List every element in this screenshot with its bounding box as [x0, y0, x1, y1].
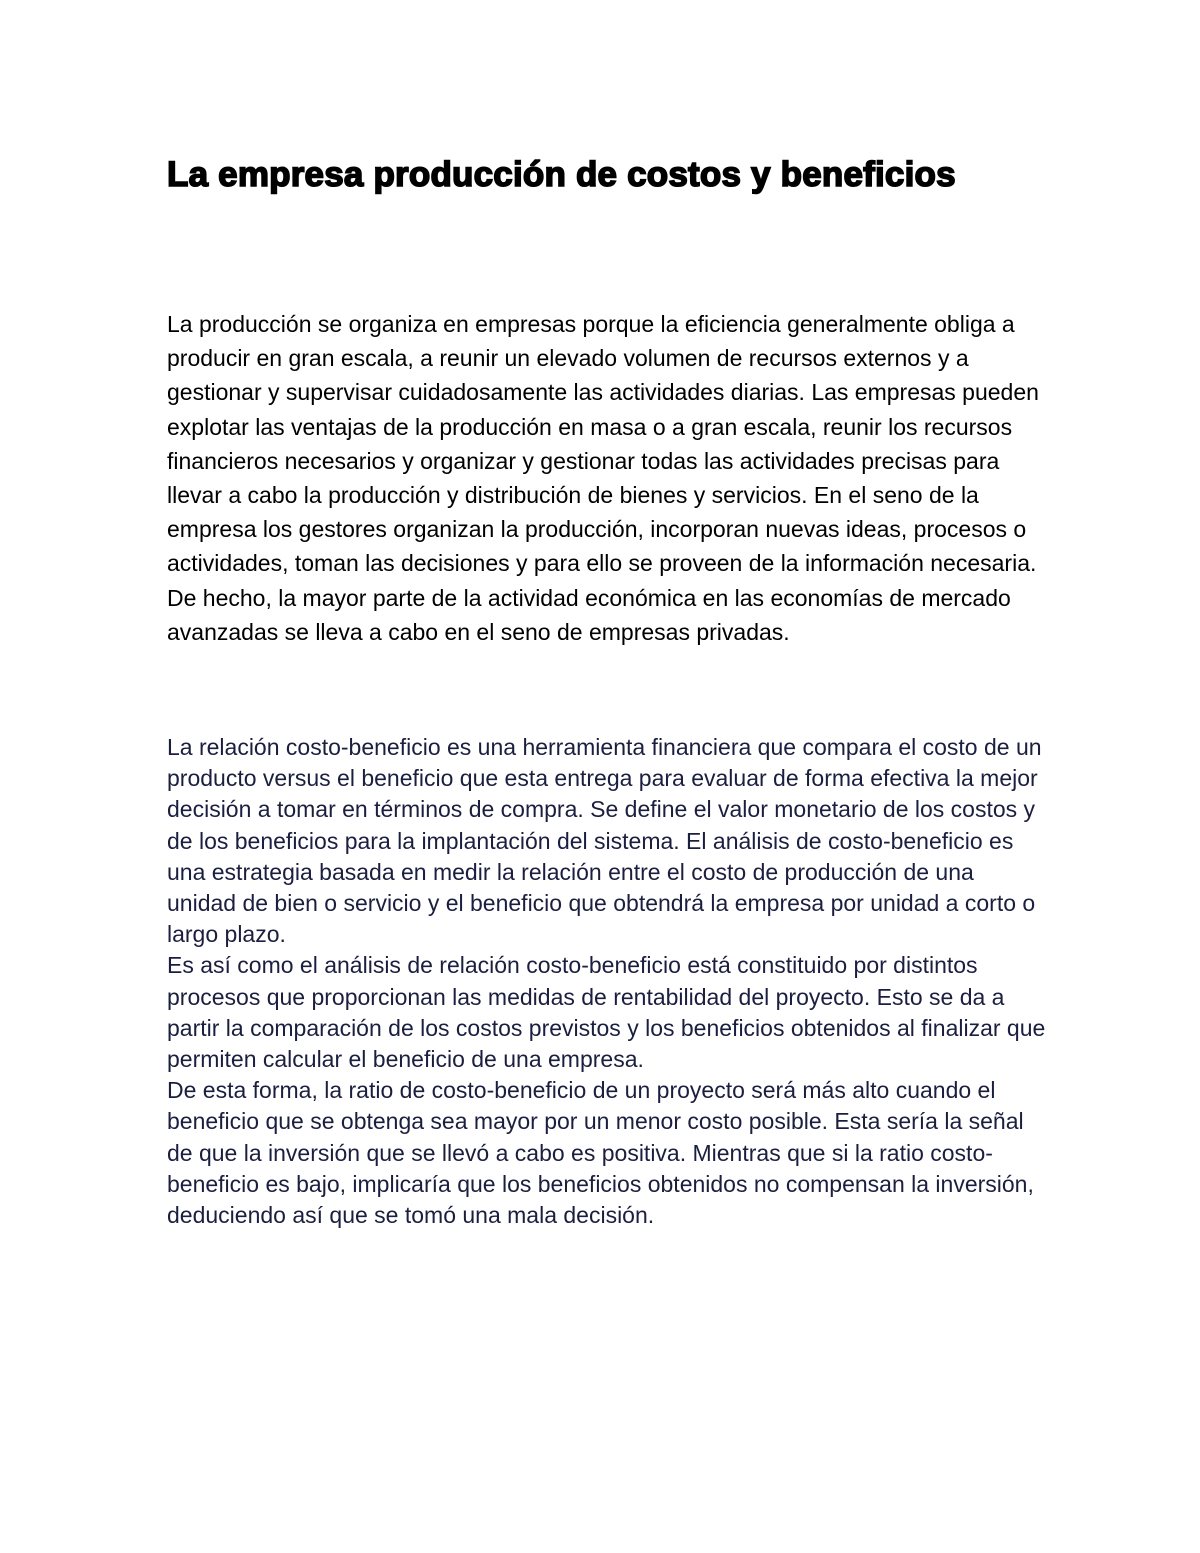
paragraph-production-organization: La producción se organiza en empresas porque la eficiencia generalmente obliga a producir en gran escala, a reunir un elevado volumen de recursos externos y a gestionar y supervisar cuidadosamente las actividades diarias. Las empresas pueden explotar las ventajas de la producción en masa o a gran escala, reunir los recursos financieros necesarios y organizar y gestionar todas las actividades precisas para llevar a cabo la producción y distribución de bienes y servicios. En el seno de la empresa los gestores organizan la producción, incorporan nuevas ideas, procesos o actividades, toman las decisiones y para ello se proveen de la información necesaria. De hecho, la mayor parte de la actividad económica en las economías de mercado avanzadas se lleva a cabo en el seno de empresas privadas.	[167, 311, 1039, 645]
paragraph-cost-benefit-definition: La relación costo-beneficio es una herramienta financiera que compara el costo de un producto versus el beneficio que esta entrega para evaluar de forma efectiva la mejor decisión a tomar en términos de compra. Se define el valor monetario de los costos y de los beneficios para la implantación del sistema. El análisis de costo-beneficio es una estrategia basada en medir la relación entre el costo de producción de una unidad de bien o servicio y el beneficio que obtendrá la empresa por unidad a corto o largo plazo.	[167, 734, 1042, 948]
paragraph-cost-benefit-ratio: De esta forma, la ratio de costo-beneficio de un proyecto será más alto cuando el beneficio que se obtenga sea mayor por un menor costo posible. Esta sería la señal de que la inversión que se llevó a cabo es positiva. Mientras que si la ratio costo-beneficio es bajo, implicaría que los beneficios obtenidos no compensan la inversión, deduciendo así que se tomó una mala decisión.	[167, 1077, 1034, 1229]
paragraph-cost-benefit-analysis: Es así como el análisis de relación costo-beneficio está constituido por distintos procesos que proporcionan las medidas de rentabilidad del proyecto. Esto se da a partir la comparación de los costos previstos y los beneficios obtenidos al finalizar que permiten calcular el beneficio de una empresa.	[167, 952, 1046, 1073]
cost-benefit-section	[167, 732, 1047, 1231]
document-title: La empresa producción de costos y beneficios	[167, 155, 956, 194]
